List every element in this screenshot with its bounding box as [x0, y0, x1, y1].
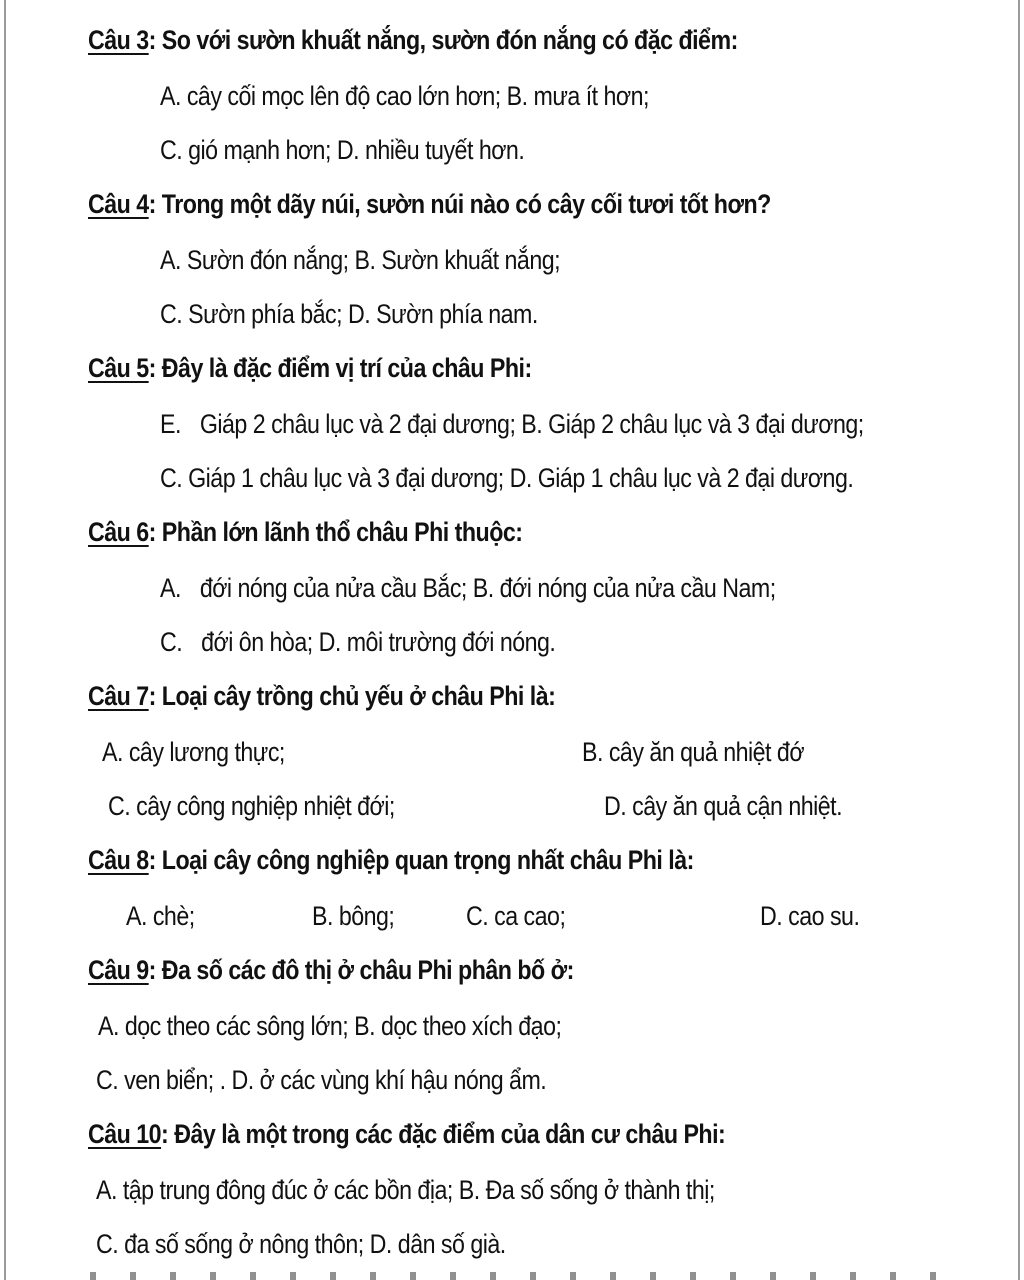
question-3-text: : So với sườn khuất nắng, sườn đón nắng có đặc điểm: [148, 25, 738, 55]
question-3-options-line-2: C. gió mạnh hơn; D. nhiều tuyết hơn. [160, 135, 525, 165]
question-5-option-marker: E. [160, 409, 181, 439]
question-5-label: Câu 5 [88, 353, 149, 383]
question-7-text: : Loại cây trồng chủ yếu ở châu Phi là: [148, 681, 556, 711]
question-6-options-line-2 [160, 622, 555, 662]
question-3-options-line-1: A. cây cối mọc lên độ cao lớn hơn; B. mưa ít hơn; [160, 81, 649, 111]
question-3-heading [88, 20, 738, 60]
question-6-text: : Phần lớn lãnh thổ châu Phi thuộc: [148, 517, 523, 547]
question-6-option-c-text: đới ôn hòa; D. môi trường đới nóng. [201, 627, 556, 657]
question-6-option-a-text: đới nóng của nửa cầu Bắc; B. đới nóng của nửa cầu Nam; [199, 573, 776, 603]
question-7-heading [88, 676, 555, 716]
question-5-heading [88, 348, 532, 388]
question-9-label: Câu 9 [88, 955, 149, 985]
question-3-label: Câu 3 [88, 25, 149, 55]
question-10-label: Câu 10 [88, 1119, 162, 1149]
question-10-text: : Đây là một trong các đặc điểm của dân cư châu Phi: [161, 1119, 726, 1149]
page-right-edge [1018, 0, 1020, 1280]
question-8-heading [88, 840, 694, 880]
question-7-option-a: A. cây lương thực; [102, 737, 285, 767]
question-5-options-line-2: C. Giáp 1 châu lục và 3 đại dương; D. Giáp 1 châu lục và 2 đại dương. [160, 463, 854, 493]
question-8-option-b: B. bông; [312, 901, 395, 931]
question-5-option-text: Giáp 2 châu lục và 2 đại dương; B. Giáp 2 châu lục và 3 đại dương; [199, 409, 864, 439]
question-7-label: Câu 7 [88, 681, 149, 711]
cut-off-next-line [90, 1272, 950, 1280]
question-6-option-a-marker: A. [160, 573, 181, 603]
question-9-text: : Đa số các đô thị ở châu Phi phân bố ở: [148, 955, 574, 985]
question-5-options-line-1 [160, 404, 864, 444]
question-7-option-c: C. cây công nghiệp nhiệt đới; [108, 791, 395, 821]
question-6-heading [88, 512, 522, 552]
page-left-edge [4, 0, 6, 1280]
question-6-option-c-marker: C. [160, 627, 183, 657]
question-4-text: : Trong một dãy núi, sườn núi nào có cây cối tươi tốt hơn? [148, 189, 771, 219]
question-8-option-c: C. ca cao; [466, 901, 566, 931]
question-8-text: : Loại cây công nghiệp quan trọng nhất châu Phi là: [148, 845, 694, 875]
question-6-options-line-1 [160, 568, 776, 608]
question-4-options-line-1: A. Sườn đón nắng; B. Sườn khuất nắng; [160, 245, 561, 275]
question-10-heading [88, 1114, 725, 1154]
question-4-options-line-2: C. Sườn phía bắc; D. Sườn phía nam. [160, 299, 538, 329]
question-9-heading [88, 950, 574, 990]
question-5-text: : Đây là đặc điểm vị trí của châu Phi: [148, 353, 532, 383]
question-10-options-line-2: C. đa số sống ở nông thôn; D. dân số già. [96, 1229, 506, 1259]
question-7-option-b: B. cây ăn quả nhiệt đớ [582, 737, 805, 767]
question-4-heading [88, 184, 771, 224]
question-4-label: Câu 4 [88, 189, 149, 219]
question-8-option-d: D. cao su. [760, 901, 860, 931]
question-8-option-a: A. chè; [126, 901, 195, 931]
question-7-option-d: D. cây ăn quả cận nhiệt. [604, 791, 843, 821]
question-6-label: Câu 6 [88, 517, 149, 547]
question-9-options-line-1: A. dọc theo các sông lớn; B. dọc theo xích đạo; [98, 1011, 562, 1041]
question-10-options-line-1: A. tập trung đông đúc ở các bồn địa; B. Đa số sống ở thành thị; [96, 1175, 715, 1205]
question-9-options-line-2: C. ven biển; . D. ở các vùng khí hậu nóng ẩm. [96, 1065, 547, 1095]
question-8-label: Câu 8 [88, 845, 149, 875]
